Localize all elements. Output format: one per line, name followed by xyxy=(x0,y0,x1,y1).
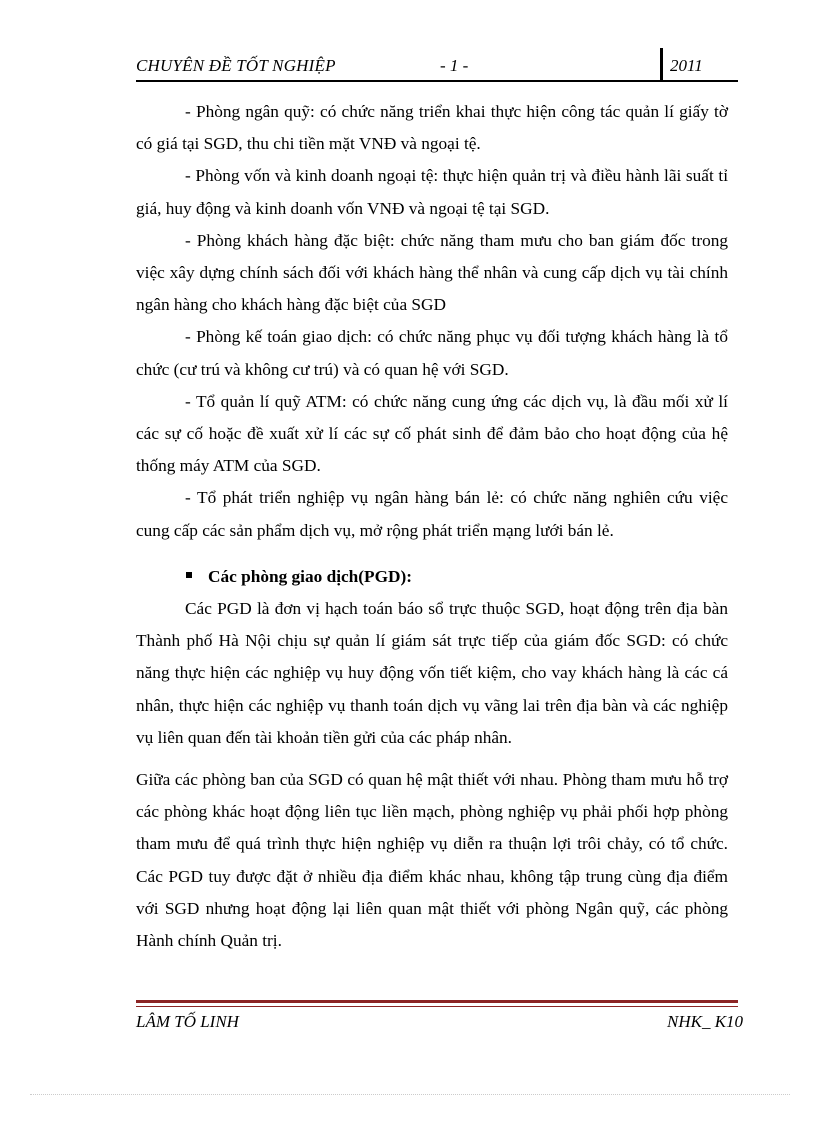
header-page-number: - 1 - xyxy=(440,56,469,75)
header-title: CHUYÊN ĐỀ TỐT NGHIỆP xyxy=(136,56,336,75)
paragraph-von-ngoai-te: - Phòng vốn và kinh doanh ngoại tệ: thực hiện quản trị và điều hành lãi suất tỉ giá, huy động và kinh doanh vốn VNĐ và ngoại tệ tại SGD. xyxy=(136,166,728,218)
page-header xyxy=(136,50,738,82)
footer-rule-thin xyxy=(136,1006,738,1007)
paragraph-khach-hang-dac-biet: - Phòng khách hàng đặc biệt: chức năng tham mưu cho ban giám đốc trong việc xây dựng chính sách đối với khách hàng thể nhân và cung cấp dịch vụ tài chính ngân hàng cho khách hàng đặc biệt của SGD xyxy=(136,230,728,315)
section-heading xyxy=(136,561,728,593)
spacer xyxy=(136,547,728,561)
spacer xyxy=(136,754,728,764)
header-rule xyxy=(136,80,738,82)
header-year: 2011 xyxy=(670,56,703,75)
footer-rule-thick xyxy=(136,1000,738,1003)
paragraph-quy-atm: - Tổ quản lí quỹ ATM: có chức năng cung ứng các dịch vụ, là đầu mối xử lí các sự cố hoặc đề xuất xử lí các sự cố phát sinh để đảm bảo cho hoạt động của hệ thống máy ATM của SGD. xyxy=(136,391,728,476)
paragraph-closing: Giữa các phòng ban của SGD có quan hệ mật thiết với nhau. Phòng tham mưu hỗ trợ các phòng khác hoạt động liên tục liền mạch, phòng nghiệp vụ phải phối hợp phòng tham mưu để quá trình thực hiện nghiệp vụ diễn ra thuận lợi trôi chảy, có tổ chức. Các PGD tuy được đặt ở nhiều địa điểm khác nhau, không tập trung cùng địa điểm với SGD nhưng hoạt động lại liên quan mật thiết với phòng Ngân quỹ, các phòng Hành chính Quản trị. xyxy=(136,770,728,951)
paragraph-pgd: Các PGD là đơn vị hạch toán báo sổ trực thuộc SGD, hoạt động trên địa bàn Thành phố Hà Nội chịu sự quản lí giám sát trực tiếp của giám đốc SGD: có chức năng thực hiện các nghiệp vụ huy động vốn tiết kiệm, cho vay khách hàng là các cá nhân, thực hiện các nghiệp vụ thanh toán dịch vụ vãng lai trên địa bàn và các nghiệp vụ liên quan đến tài khoản tiền gửi của các pháp nhân. xyxy=(136,599,728,747)
square-bullet-icon xyxy=(186,572,192,578)
header-divider xyxy=(660,48,663,80)
paragraph-ban-le: - Tổ phát triển nghiệp vụ ngân hàng bán lẻ: có chức năng nghiên cứu việc cung cấp các sản phẩm dịch vụ, mở rộng phát triển mạng lưới bán lẻ. xyxy=(136,488,728,540)
paragraph-ke-toan-giao-dich: - Phòng kế toán giao dịch: có chức năng phục vụ đối tượng khách hàng là tổ chức (cư trú và không cư trú) và có quan hệ với SGD. xyxy=(136,327,728,379)
paragraph-ngan-quy: - Phòng ngân quỹ: có chức năng triển khai thực hiện công tác quản lí giấy tờ có giá tại SGD, thu chi tiền mặt VNĐ và ngoại tệ. xyxy=(136,102,728,154)
footer-class-code: NHK_ K10 xyxy=(667,1012,744,1031)
page-bottom-edge xyxy=(30,1094,790,1095)
footer-author: LÂM TỐ LINH xyxy=(136,1012,239,1031)
section-heading-text: Các phòng giao dịch(PGD): xyxy=(208,566,413,586)
document-body xyxy=(136,96,728,957)
